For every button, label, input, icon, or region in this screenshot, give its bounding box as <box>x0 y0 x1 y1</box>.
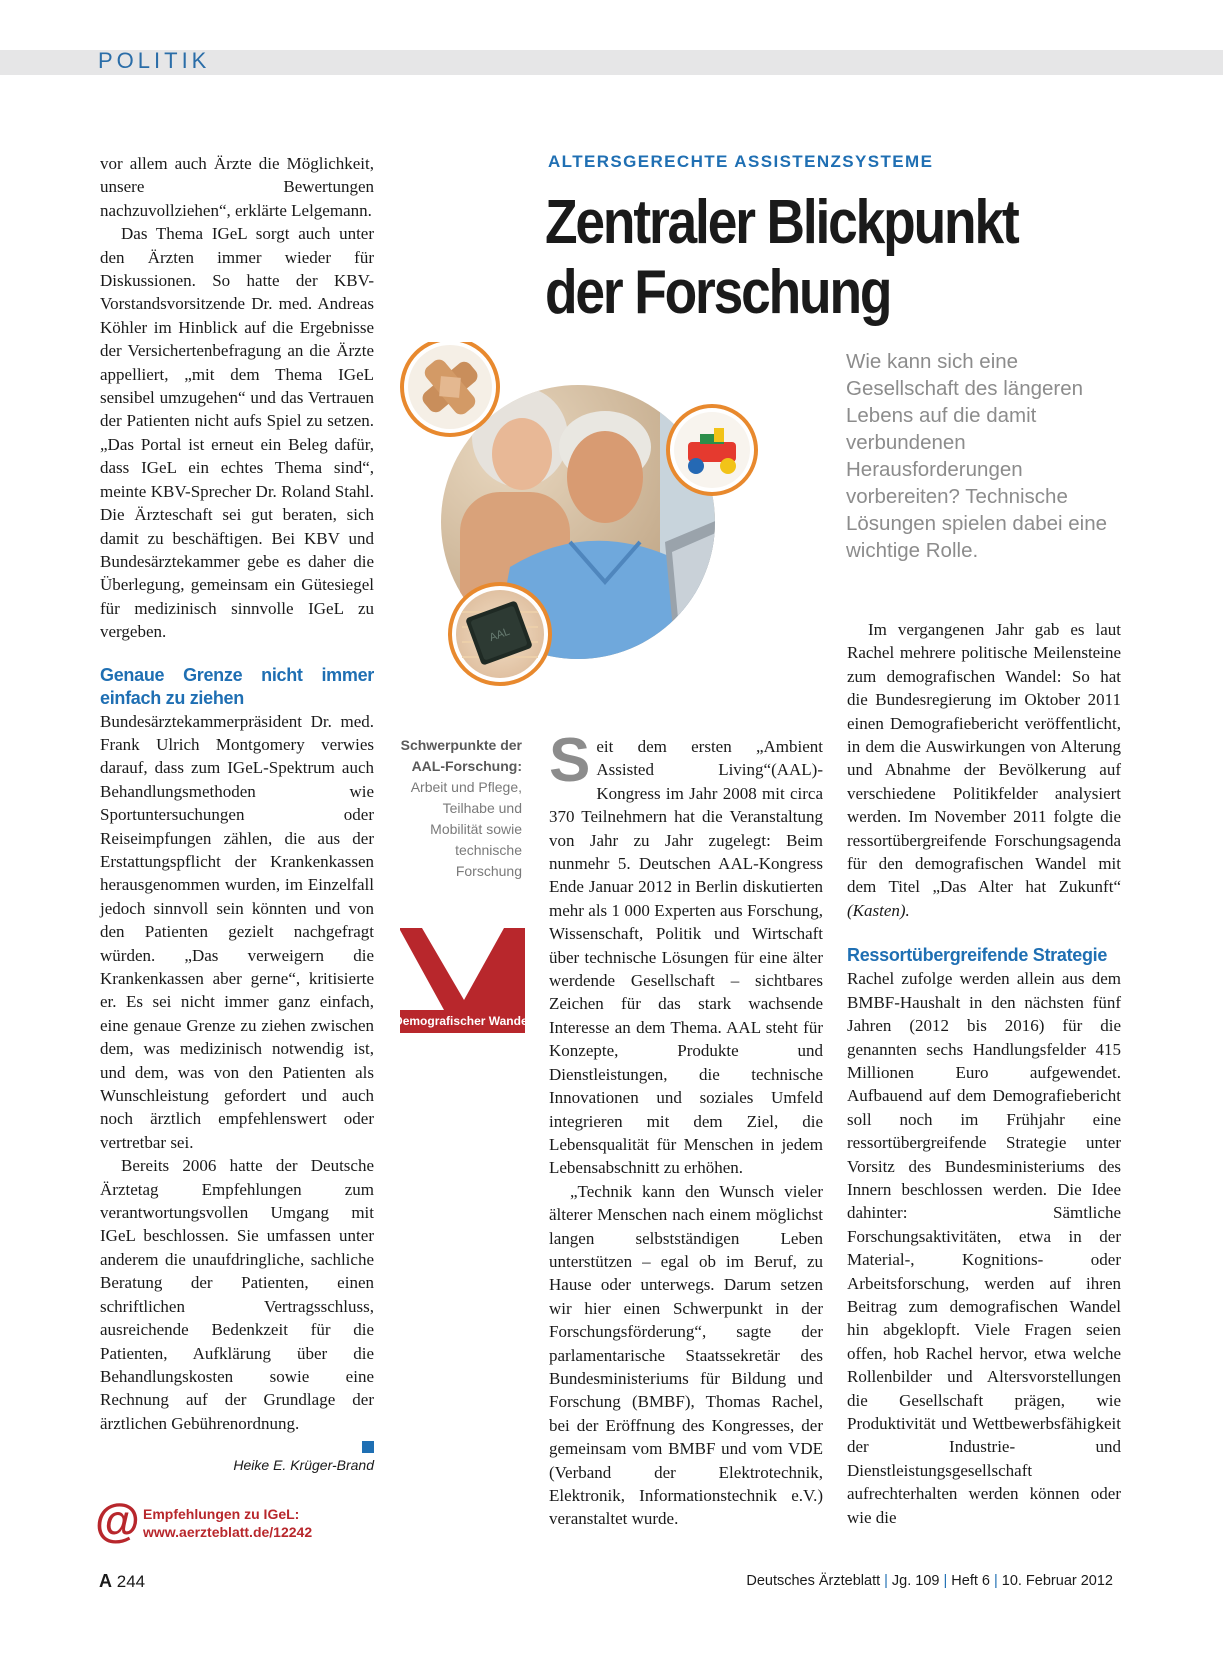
link-url[interactable]: www.aerzteblatt.de/12242 <box>143 1524 313 1540</box>
article-photo <box>400 342 760 702</box>
journal-issue: Heft 6 <box>951 1573 990 1589</box>
chip-label: AAL <box>487 625 512 645</box>
demografischer-wandel-logo <box>400 928 525 1033</box>
author-byline: Heike E. Krüger-Brand <box>233 1457 374 1474</box>
journal-name: Deutsches Ärzteblatt <box>746 1573 881 1589</box>
end-mark-icon <box>362 1441 374 1453</box>
journal-date: 10. Februar 2012 <box>1001 1573 1113 1589</box>
right-paragraph: Im vergangenen Jahr gab es laut Rachel mehrere politische Meilensteine zum demografischen Wandel: So hat die Bundesregierung im Oktober 2011 einen Demografiebericht veröffentlicht, in dem die Auswirkungen von Alterung und Abnahme der Bevölkerung auf verschiedene Politikfelder analysiert werden. Im November 2011 folgte die ressortübergreifende Forschungsagenda für den demografischen Wandel mit dem Titel „Das Alter hat Zukunft“ (Kasten). <box>847 620 1121 920</box>
journal-info: Deutsches Ärzteblatt | Jg. 109 | Heft 6 | 10. Februar 2012 <box>746 1573 1113 1589</box>
plaster-icon <box>402 342 498 435</box>
caption-text: Arbeit und Pflege, Teilhabe und Mobilität sowie technische Forschung <box>410 779 522 879</box>
middle-paragraph: „Technik kann den Wunsch vieler älterer Menschen nach einem möglichst langen selbstständigen Leben unterstützen – egal ob im Beruf, zu Hause oder unterwegs. Darum setzen wir hier einen Schwerpunkt in der Forschungsförderung“, sagte der parlamentarische Staatssekretär des Bundesministeriums für Bildung und Forschung (BMBF), Thomas Rachel, bei der Eröffnung des Kongresses, der gemeinsam vom BMBF und vom VDE (Verband der Elektrotechnik, Elektronik, Informationstechnik e.V.) veranstaltet wurde. <box>549 1181 823 1529</box>
left-paragraph: Bereits 2006 hatte der Deutsche Ärztetag Empfehlungen zum verantwortungsvollen Umgang mit IGeL beschlossen. Sie umfassen unter anderem die unaufdringliche, sachliche Beratung der Patienten, einen schriftlichen Vertragsschluss, ausreichende Bedenkzeit für die Patienten, Aufklärung über die Behandlungskosten sowie eine Rechnung auf der Grundlage der ärztlichen Gebührenordnung. <box>100 1156 374 1433</box>
web-link-box[interactable] <box>95 1494 395 1550</box>
left-paragraph: vor allem auch Ärzte die Möglichkeit, unsere Bewertungen nachzuvollziehen“, erklärte Lelgemann. <box>100 154 374 220</box>
photo-collage <box>400 342 760 702</box>
left-paragraph: Bundesärztekammerpräsident Dr. med. Frank Ulrich Montgomery verwies darauf, dass zum IGeL-Spektrum auch Behandlungsmethoden wie Sportuntersuchungen oder Reiseimpfungen zählen, die aus der Erstattungspflicht der Krankenkassen herausgenommen wurden, im Einzelfall jedoch sinnvoll sein könnten und von den Patienten gezielt nachgefragt würden. „Das verweigern die Krankenkassen aber gerne“, kritisierte er. Es sei nicht immer ganz einfach, eine genaue Grenze zu ziehen zwischen dem, was medizinisch notwendig ist, und dem, was von den Patienten als Wunschleistung gefordert und auch noch ärztlich empfehlenswert oder vertretbar sei. <box>100 711 374 1152</box>
caption-title: Schwerpunkte der AAL-Forschung: <box>400 737 522 774</box>
drop-cap: S <box>549 726 591 795</box>
right-column <box>847 618 1121 1529</box>
left-paragraph: Das Thema IGeL sorgt auch unter den Ärzten immer wieder für Diskussionen. So hatte der KBV-Vorstandsvorsitzende Dr. med. Andreas Köhler im Hinblick auf die Ergebnisse der Versichertenbefragung an die Ärzte appelliert, „mit dem Thema IGeL sensibel umzugehen“ und das Vertrauen der Patienten nicht aufs Spiel zu setzen. „Das Portal ist erneut ein Beleg dafür, dass IGeL ein echtes Thema sind“, meinte KBV-Sprecher Dr. Roland Stahl. Die Ärzteschaft sei gut beraten, sich damit zu beschäftigen. Bei KBV und Bundesärztekammer gebe es daher die Überlegung, gemeinsam ein Gütesiegel für medizinisch sinnvolle IGeL zu vergeben. <box>100 224 374 642</box>
journal-volume: Jg. 109 <box>891 1573 940 1589</box>
article-kicker: ALTERSGERECHTE ASSISTENZSYSTEME <box>548 152 934 171</box>
logo-graphic <box>400 928 525 1033</box>
section-label: POLITIK <box>98 48 211 73</box>
article-headline: Zentraler Blickpunkt der Forschung <box>545 188 1018 327</box>
photo-caption <box>400 735 522 882</box>
left-column <box>100 152 374 1477</box>
right-paragraph: Rachel zufolge werden allein aus dem BMBF-Haushalt in den nächsten fünf Jahren (2012 bis 2016) für die genannten sechs Handlungsfelder 415 Millionen Euro aufgewendet. Aufbauend auf dem Demografiebericht soll noch im Frühjahr eine ressortübergreifende Strategie unter Vorsitz des Bundesministeriums des Innern beschlossen werden. Die Idee dahinter: Sämtliche Forschungsaktivitäten, etwa in der Material-, Kognitions- oder Arbeitsforschung, werden auf ihren Beitrag zum demografischen Wandel hin abgeklopft. Viele Fragen seien offen, hob Rachel hervor, etwa welche Rollenbilder und Altersvorstellungen die Gesellschaft prägen, wie Produktivität und Wettbewerbsfähigkeit der Industrie- und Dienstleistungsgesellschaft aufrechterhalten werden können oder wie die <box>847 969 1121 1527</box>
link-label: Empfehlungen zu IGeL: <box>143 1506 300 1522</box>
article-lead: Wie kann sich eine Gesellschaft des längeren Lebens auf die damit verbundenen Herausforderungen vorbereiten? Technische Lösungen spielen dabei eine wichtige Rolle. <box>846 350 1108 562</box>
left-subhead: Genaue Grenze nicht immer einfach zu ziehen <box>100 664 374 708</box>
chip-icon <box>450 584 550 684</box>
middle-column <box>549 726 823 1531</box>
toy-car-icon <box>668 406 756 494</box>
logo-label: Demografischer Wandel <box>400 1014 525 1028</box>
at-sign-icon: @ <box>95 1494 140 1546</box>
middle-paragraph: Seit dem ersten „Ambient Assisted Living“(AAL)-Kongress im Jahr 2008 mit circa 370 Teilnehmern hat die Veranstaltung von Jahr zu Jahr zugelegt: Beim nunmehr 5. Deutschen AAL-Kongress Ende Januar 2012 in Berlin diskutierten mehr als 1 000 Experten aus Forschung, Wissenschaft, Politik und Wirtschaft über technische Lösungen für eine älter werdende Gesellschaft – sichtbares Zeichen für das stark wachsende Interesse an dem Thema. AAL steht für Konzepte, Produkte und Dienstleistungen, die technische Innovationen und soziales Umfeld integrieren mit dem Ziel, die Lebensqualität für Menschen in jedem Lebensabschnitt zu erhöhen. <box>549 726 823 1178</box>
right-subhead: Ressortübergreifende Strategie <box>847 945 1108 966</box>
page-number: A 244 <box>99 1571 146 1591</box>
